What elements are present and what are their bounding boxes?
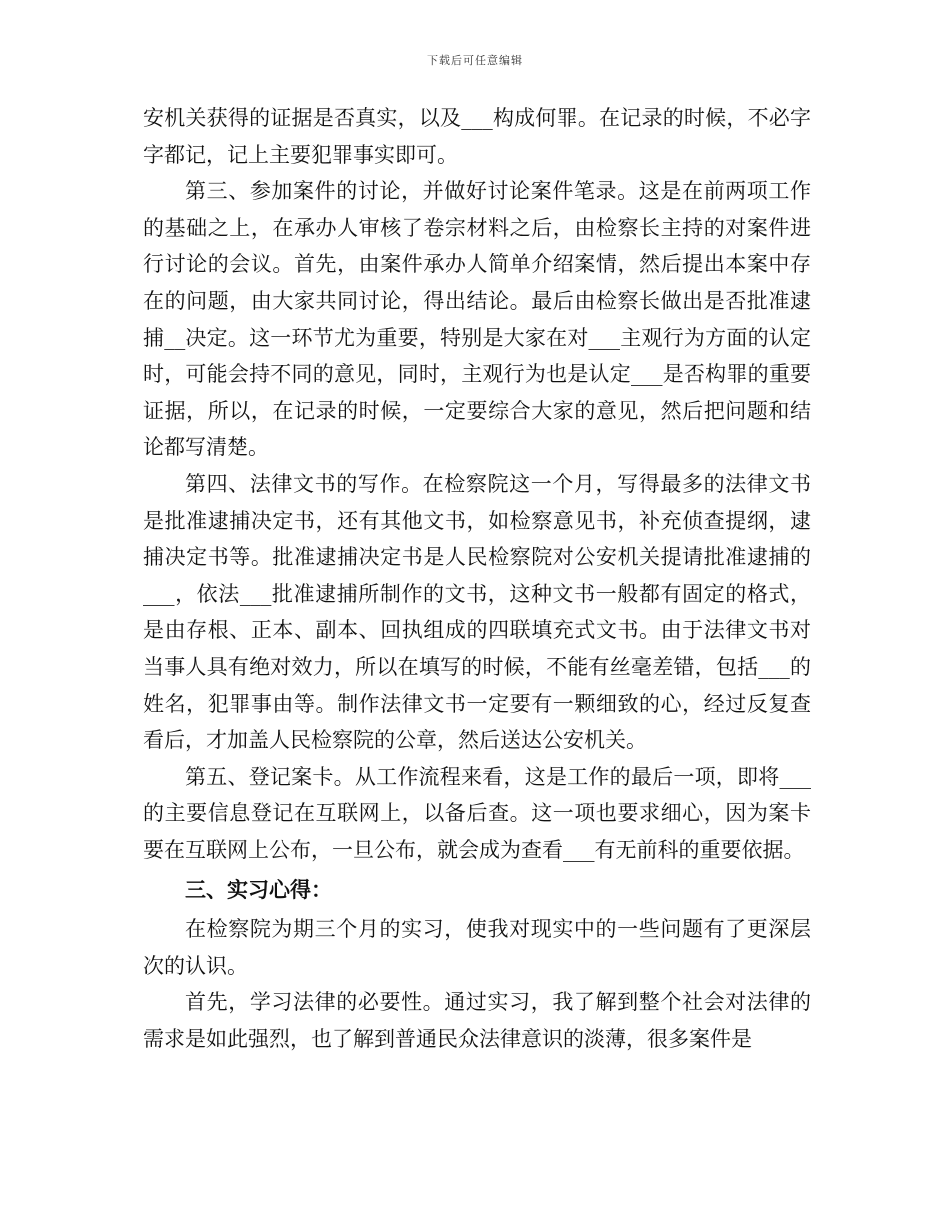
document-body xyxy=(143,100,811,1057)
paragraph-legal-documents: 第四、法律文书的写作。在检察院这一个月，写得最多的法律文书是批准逮捕决定书，还有其他文书，如检察意见书，补充侦查提纲，逮捕决定书等。批准逮捕决定书是人民检察院对公安机关提请批准逮捕的___，依法___批准逮捕所制作的文书，这种文书一般都有固定的格式，是由存根、正本、副本、回执组成的四联填充式文书。由于法律文书对当事人具有绝对效力，所以在填写的时候，不能有丝毫差错，包括___的姓名，犯罪事由等。制作法律文书一定要有一颗细致的心，经过反复查看后，才加盖人民检察院的公章，然后送达公安机关。 xyxy=(143,471,811,753)
paragraph-internship-intro: 在检察院为期三个月的实习，使我对现实中的一些问题有了更深层次的认识。 xyxy=(143,917,811,978)
paragraph-case-discussion: 第三、参加案件的讨论，并做好讨论案件笔录。这是在前两项工作的基础之上，在承办人审核了卷宗材料之后，由检察长主持的对案件进行讨论的会议。首先，由案件承办人简单介绍案情，然后提出本案中存在的问题，由大家共同讨论，得出结论。最后由检察长做出是否批准逮捕__决定。这一环节尤为重要，特别是大家在对___主观行为方面的认定时，可能会持不同的意见，同时，主观行为也是认定___是否构罪的重要证据，所以，在记录的时候，一定要综合大家的意见，然后把问题和结论都写清楚。 xyxy=(143,179,811,460)
page-header: 下载后可任意编辑 xyxy=(427,54,523,67)
paragraph-law-necessity: 首先，学习法律的必要性。通过实习，我了解到整个社会对法律的需求是如此强烈，也了解到普通民众法律意识的淡薄，很多案件是 xyxy=(143,990,811,1051)
section-heading: 三、实习心得： xyxy=(185,877,332,903)
paragraph-continuation: 安机关获得的证据是否真实，以及___构成何罪。在记录的时候，不必字字都记，记上主要犯罪事实即可。 xyxy=(143,106,811,167)
paragraph-case-registration: 第五、登记案卡。从工作流程来看，这是工作的最后一项，即将___的主要信息登记在互联网上，以备后查。这一项也要求细心，因为案卡要在互联网上公布，一旦公布，就会成为查看___有无前科的重要依据。 xyxy=(143,764,811,862)
